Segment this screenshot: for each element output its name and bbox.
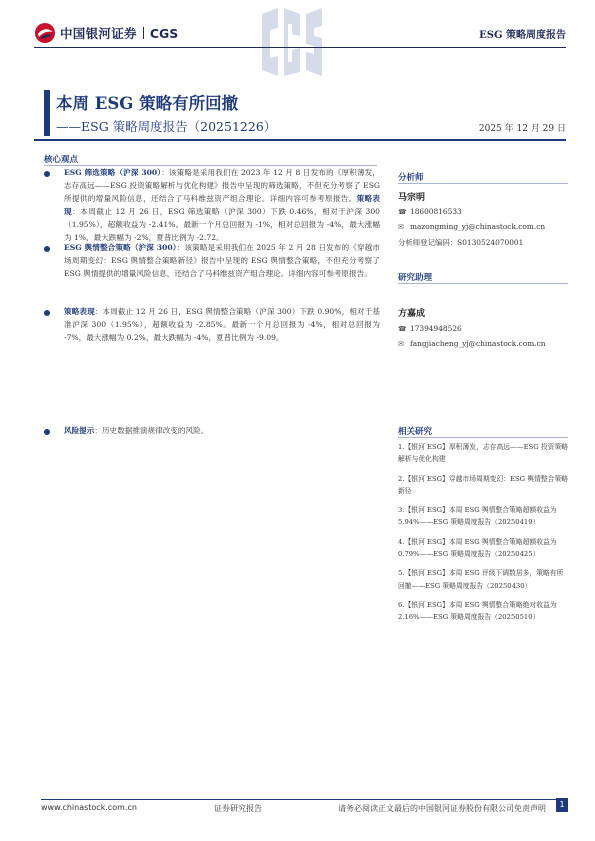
logo-divider: [143, 27, 144, 39]
analyst-phone-row: [398, 207, 462, 216]
assistant-phone-row: [398, 324, 462, 333]
esg-sentiment-paragraph: [64, 241, 380, 280]
header-divider: [34, 47, 566, 48]
risk-warning-text: ：历史数据推演规律改变的风险。: [94, 426, 209, 435]
logo-mark-icon: [34, 22, 56, 44]
assistant-heading: 研究助理: [398, 273, 433, 283]
page-number: 1: [556, 798, 568, 812]
strategy-performance-keyword: 策略表现: [64, 194, 381, 217]
assistant-email[interactable]: fangjiacheng_yj@chinastock.com.cn: [410, 339, 546, 348]
footer-doc-type: 证券研究报告: [214, 804, 262, 813]
footer-disclaimer: 请务必阅读正文最后的中国银河证券股份有限公司免责声明: [338, 804, 546, 813]
related-research-divider: [398, 437, 568, 438]
email-icon: ✉: [398, 222, 404, 231]
email-icon: ✉: [398, 339, 404, 348]
analyst-phone: 18600816533: [410, 207, 462, 216]
related-research-item[interactable]: 5.【银河 ESG】本周 ESG 评级下调数居多，策略有所回撤——ESG 策略周度报告（20250430）: [398, 569, 564, 590]
report-date: 2025 年 12 月 29 日: [478, 124, 566, 134]
logo-text-en: CGS: [149, 25, 179, 41]
assistant-phone: 17394948526: [410, 324, 462, 333]
analyst-cert-row: [398, 237, 523, 248]
footer-divider: [41, 799, 566, 800]
sentiment-performance-text: ：本周截止 12 月 26 日，ESG 舆情整合策略（沪深 300）下跌 0.90%，相对于基准沪深 300（1.95%），超额收益为 -2.85%。最新一个月总回报为 -4%，相对总回报为 -7%，最大涨幅为 0.2%，最大跌幅为 -4%，夏普比例为 -9.09。: [64, 307, 380, 343]
assistant-divider: [398, 283, 568, 284]
risk-warning-keyword: 风险提示: [64, 426, 95, 435]
related-research-item[interactable]: 2.【银河 ESG】穿越市场周期变幻：ESG 舆情整合策略新径: [398, 474, 569, 495]
related-research-item[interactable]: 4.【银河 ESG】本周 ESG 舆情整合策略超额收益为 0.79%——ESG 策略周度报告（20250425）: [398, 537, 557, 559]
esg-sentiment-text: ：该策略是采用我们在 2025 年 2 月 28 日发布的《穿越市场周期变幻：ESG 舆情整合策略新径》报告中呈现的 ESG 舆情整合策略，不但充分考察了 ESG 舆情提供的增量风险信息，还结合了马科维兹资产组合理论。详细内容可参考原报告。: [64, 243, 380, 279]
footer-website-link[interactable]: www.chinastock.com.cn: [41, 803, 137, 812]
cgs-watermark-icon: [258, 6, 334, 78]
report-type-label: ESG 策略周度报告: [479, 30, 566, 41]
report-title: 本周 ESG 策略有所回撤: [56, 94, 239, 113]
title-accent-bar: [44, 90, 50, 136]
analyst-cert: 分析师登记编码：S0130524070001: [398, 238, 524, 247]
logo-text-cn: 中国银河证券: [60, 26, 137, 41]
bullet-icon: [44, 429, 50, 435]
related-research-list: [398, 441, 570, 631]
analyst-email[interactable]: mazongming_yj@chinastock.com.cn: [410, 222, 546, 231]
phone-icon: ☎: [398, 324, 407, 333]
assistant-email-row: [398, 339, 545, 348]
analyst-name: 马宗明: [398, 193, 426, 203]
related-research-heading: 相关研究: [398, 427, 433, 437]
bullet-icon: [44, 246, 50, 252]
phone-icon: ☎: [398, 207, 407, 216]
esg-screening-text: ：该策略是采用我们在 2023 年 12 月 8 日发布的《厚积薄发，志存高远——ESG 投资策略解析与优化构建》报告中呈现的筛选策略，不但充分考察了 ESG 所提供的增量风险信息，还结合了马科维兹资产组合理论。详细内容可参考原报告。: [64, 168, 380, 204]
risk-warning-paragraph: [64, 424, 380, 437]
bullet-icon: [44, 171, 50, 177]
core-views-heading: 核心观点: [44, 155, 79, 165]
related-research-item[interactable]: 6.【银河 ESG】本周 ESG 舆情整合策略绝对收益为 2.16%——ESG 策略周度报告（20250510）: [398, 600, 557, 622]
esg-sentiment-keyword: ESG 舆情整合策略（沪深 300）: [64, 243, 177, 252]
strategy-performance-keyword: 策略表现: [64, 307, 95, 316]
related-research-item[interactable]: 1.【银河 ESG】厚积薄发，志存高远——ESG 投资策略解析与优化构建: [398, 443, 569, 464]
title-divider: [34, 139, 566, 141]
esg-screening-paragraph: [64, 166, 380, 245]
esg-screening-keyword: ESG 筛选策略（沪深 300）: [64, 168, 162, 177]
analyst-divider: [398, 183, 568, 184]
esg-screening-performance-text: ：本周截止 12 月 26 日，ESG 筛选策略（沪深 300）下跌 0.46%，相对于沪深 300（1.95%），超额收益为 -2.41%。最新一个月总回报为 -1%，相对总回报为 -4%，最大涨幅为 1%，最大跌幅为 -2%，夏普比例为 -2.72。: [64, 207, 381, 243]
related-research-item[interactable]: 3.【银河 ESG】本周 ESG 舆情整合策略超额收益为 5.94%——ESG 策略周度报告（20250419）: [398, 506, 557, 527]
sentiment-performance-paragraph: [64, 305, 380, 344]
company-logo: [34, 22, 178, 44]
analyst-heading: 分析师: [398, 173, 424, 183]
report-subtitle: ——ESG 策略周度报告（20251226）: [56, 119, 277, 134]
bullet-icon: [44, 310, 50, 316]
assistant-name: 方嘉成: [398, 309, 426, 319]
analyst-email-row: [398, 222, 545, 231]
